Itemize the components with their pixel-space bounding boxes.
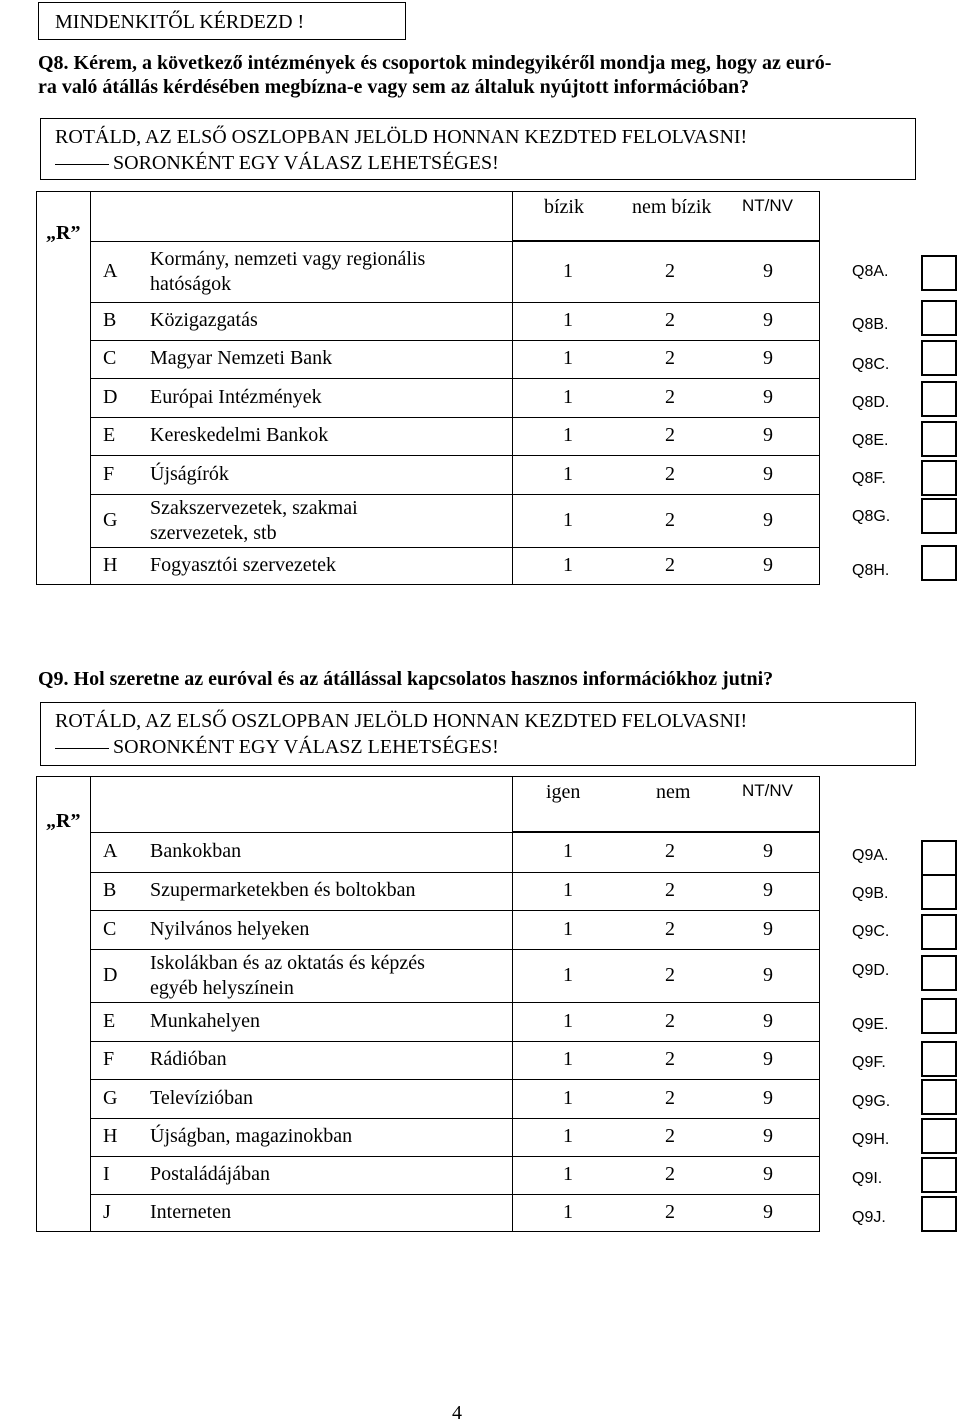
q9-table-row-letter: A <box>103 840 118 862</box>
q9-table-qcode: Q9A. <box>852 847 889 864</box>
q9-table-code-divider <box>512 776 513 1232</box>
q9-table-answer-code[interactable]: 2 <box>665 840 675 862</box>
q8-table-row-label: Újságírók <box>150 462 229 485</box>
q8-table-r-mark: „R” <box>46 222 81 244</box>
q9-table-answer-code[interactable]: 1 <box>563 1125 573 1147</box>
q9-table-answer-code[interactable]: 1 <box>563 1048 573 1070</box>
q8-table-answer-code[interactable]: 9 <box>763 508 773 531</box>
q8-table-answer-box[interactable] <box>921 421 957 457</box>
q9-title-line: Q9. Hol szeretne az euróval és az átállással kapcsolatos hasznos információkhoz jutni? <box>38 668 774 690</box>
q9-table-answer-code[interactable]: 1 <box>563 1086 573 1109</box>
q8-table-answer-code[interactable]: 2 <box>665 508 675 531</box>
q8-table-row-line <box>90 340 820 341</box>
q9-instruction-box <box>40 702 916 766</box>
q9-table-row-line <box>90 1079 820 1080</box>
q9-table-answer-box[interactable] <box>921 1118 957 1154</box>
q9-title <box>38 668 773 691</box>
q8-table-row-line <box>90 455 820 456</box>
q9-table-qcode: Q9E. <box>852 1016 889 1033</box>
q9-instruction-line1: ROTÁLD, AZ ELSŐ OSZLOPBAN JELÖLD HONNAN KEZDTED FELOLVASNI! <box>55 710 748 732</box>
q9-table-col-header-2: NT/NV <box>742 781 793 800</box>
q9-table-row-label: Munkahelyen <box>150 1009 260 1032</box>
q8-title-line1: Q8. Kérem, a következő intézmények és csoportok mindegyikéről mondja meg, hogy az euró- <box>38 52 832 74</box>
q8-table-answer-code[interactable]: 1 <box>563 424 573 446</box>
q8-table-row-label: Közigazgatás <box>150 309 258 331</box>
q9-table-qcode: Q9J. <box>852 1209 886 1226</box>
q8-table-answer-box[interactable] <box>921 381 957 417</box>
q8-table-answer-box[interactable] <box>921 498 957 534</box>
q8-table-row-label: Magyar Nemzeti Bank <box>150 347 333 369</box>
q9-table-answer-box[interactable] <box>921 998 957 1034</box>
q9-table-row-letter: D <box>103 963 118 986</box>
q9-table-answer-box[interactable] <box>921 1041 957 1077</box>
q9-table-col-header-1: nem <box>656 781 691 803</box>
q9-table-answer-code[interactable]: 1 <box>563 1201 573 1223</box>
q8-table-answer-box[interactable] <box>921 255 957 291</box>
q9-table-row-label: Újságban, magazinokban <box>150 1125 353 1147</box>
q9-table-qcode: Q9B. <box>852 885 889 902</box>
q8-table-row-letter: C <box>103 347 117 369</box>
q8-table-row-letter: A <box>103 259 118 282</box>
q8-table-row-letter: G <box>103 508 118 531</box>
q8-table-answer-code[interactable]: 2 <box>665 309 675 331</box>
q9-table-answer-code[interactable]: 2 <box>665 1125 675 1147</box>
dash-mark <box>55 164 109 165</box>
q9-table-row-line <box>90 910 820 911</box>
q9-table-row-label-cont: egyéb helyszínein <box>150 976 294 999</box>
q9-instruction-line2: SORONKÉNT EGY VÁLASZ LEHETSÉGES! <box>113 736 499 758</box>
q8-table-answer-code[interactable]: 9 <box>763 424 773 446</box>
q9-table-row-label: Televízióban <box>150 1086 253 1109</box>
q9-table-answer-box[interactable] <box>921 955 957 991</box>
q8-table-row-letter: D <box>103 385 118 408</box>
q8-table-row-letter: B <box>103 309 117 331</box>
q9-table-row-line <box>90 832 820 833</box>
q8-table-row-label: Szakszervezetek, szakmai <box>150 496 358 519</box>
q9-table-col-header-0: igen <box>546 781 581 803</box>
q8-title <box>38 52 831 99</box>
q8-table-answer-code[interactable]: 1 <box>563 259 573 282</box>
q8-table-answer-code[interactable]: 2 <box>665 385 675 408</box>
q9-table-row-letter: J <box>103 1201 111 1223</box>
q8-table-answer-code[interactable]: 2 <box>665 424 675 446</box>
q9-table-answer-box[interactable] <box>921 1196 957 1232</box>
q8-table-answer-code[interactable]: 9 <box>763 259 773 282</box>
q8-table-answer-code[interactable]: 2 <box>665 347 675 369</box>
q9-table-row-line <box>90 1194 820 1195</box>
q9-table-row-line <box>90 1156 820 1157</box>
q9-table-answer-code[interactable]: 9 <box>763 1086 773 1109</box>
q8-table-row-label: Kormány, nemzeti vagy regionális <box>150 247 426 270</box>
q8-instruction-line1: ROTÁLD, AZ ELSŐ OSZLOPBAN JELÖLD HONNAN KEZDTED FELOLVASNI! <box>55 126 748 148</box>
q8-table-answer-code[interactable]: 9 <box>763 309 773 331</box>
q8-table-row-label: Európai Intézmények <box>150 385 322 408</box>
q9-table-row-label: Bankokban <box>150 840 242 862</box>
q8-table-answer-box[interactable] <box>921 545 957 581</box>
q9-table-row-letter: C <box>103 917 117 940</box>
q8-table-qcode: Q8E. <box>852 432 889 449</box>
q9-table-row-label: Interneten <box>150 1201 232 1223</box>
q9-table-answer-code[interactable]: 1 <box>563 1163 573 1185</box>
q8-table-answer-code[interactable]: 2 <box>665 259 675 282</box>
q8-table-answer-code[interactable]: 9 <box>763 554 773 576</box>
q8-table-qcode: Q8G. <box>852 508 891 525</box>
q9-table-answer-code[interactable]: 1 <box>563 963 573 986</box>
q9-table-qcode: Q9C. <box>852 923 890 940</box>
q9-table-answer-box[interactable] <box>921 914 957 950</box>
q8-table-qcode: Q8F. <box>852 470 886 487</box>
q9-table-qcode: Q9H. <box>852 1131 890 1148</box>
q9-table-answer-box[interactable] <box>921 840 957 876</box>
q9-table-answer-code[interactable]: 2 <box>665 1009 675 1032</box>
dash-mark <box>55 748 109 749</box>
q9-table-row-letter: B <box>103 879 117 901</box>
q9-table-answer-code[interactable]: 9 <box>763 1201 773 1223</box>
q9-table-qcode: Q9I. <box>852 1170 883 1187</box>
q9-table-qcode: Q9G. <box>852 1093 891 1110</box>
q8-table-code-divider <box>512 191 513 585</box>
q8-table-row-label: Fogyasztói szervezetek <box>150 554 337 576</box>
q9-table-answer-code[interactable]: 2 <box>665 1163 675 1185</box>
q9-table-answer-code[interactable]: 2 <box>665 1086 675 1109</box>
q8-table-answer-box[interactable] <box>921 460 957 496</box>
q9-table-row-label: Szupermarketekben és boltokban <box>150 879 416 901</box>
q8-table-qcode: Q8A. <box>852 263 889 280</box>
q8-table-row-label: Kereskedelmi Bankok <box>150 424 329 446</box>
q9-table-answer-code[interactable]: 1 <box>563 840 573 862</box>
q9-table-answer-code[interactable]: 2 <box>665 963 675 986</box>
q8-title-line2: ra való átállás kérdésében megbízna-e vagy sem az általuk nyújtott információban? <box>38 76 750 98</box>
q9-table-left-divider <box>90 776 91 1232</box>
q8-table-row-letter: E <box>103 424 116 446</box>
q8-table-qcode: Q8H. <box>852 562 890 579</box>
q9-table-qcode: Q9D. <box>852 962 890 979</box>
q9-table-answer-code[interactable]: 1 <box>563 917 573 940</box>
q8-table-col-header-2: NT/NV <box>742 196 793 215</box>
q8-table-row-label-cont: hatóságok <box>150 272 232 295</box>
q8-table-answer-code[interactable]: 9 <box>763 347 773 369</box>
q9-table-row-letter: E <box>103 1009 116 1032</box>
q9-table-answer-box[interactable] <box>921 1079 957 1115</box>
q9-table-row-label: Iskolákban és az oktatás és képzés <box>150 951 425 974</box>
q8-table-qcode: Q8D. <box>852 394 890 411</box>
q9-table-row-label: Nyilvános helyeken <box>150 917 310 940</box>
q9-table-answer-code[interactable]: 9 <box>763 1163 773 1185</box>
q9-table-answer-box[interactable] <box>921 874 957 910</box>
q9-table-answer-code[interactable]: 9 <box>763 1009 773 1032</box>
q8-table-answer-code[interactable]: 1 <box>563 347 573 369</box>
q9-table-answer-code[interactable]: 2 <box>665 879 675 901</box>
q9-table-answer-code[interactable]: 2 <box>665 1201 675 1223</box>
q9-table-answer-code[interactable]: 9 <box>763 963 773 986</box>
q9-table-answer-code[interactable]: 1 <box>563 1009 573 1032</box>
q8-table-qcode: Q8B. <box>852 316 889 333</box>
q8-table-answer-code[interactable]: 2 <box>665 462 675 485</box>
q8-table-answer-code[interactable]: 1 <box>563 462 573 485</box>
q8-table-answer-code[interactable]: 9 <box>763 462 773 485</box>
q9-table-row-letter: I <box>103 1163 110 1185</box>
q8-table-row-line <box>90 547 820 548</box>
q8-table-answer-code[interactable]: 1 <box>563 508 573 531</box>
q8-table-answer-code[interactable]: 1 <box>563 309 573 331</box>
q8-table-row-line <box>90 241 820 242</box>
q8-table-row-letter: H <box>103 554 118 576</box>
q8-table-col-header-1: nem bízik <box>632 196 712 218</box>
q9-table-row-line <box>90 872 820 873</box>
q8-table-row-label-cont: szervezetek, stb <box>150 521 277 544</box>
section-header-label: MINDENKITŐL KÉRDEZD ! <box>55 11 305 33</box>
q8-table-row-line <box>90 378 820 379</box>
q8-table-answer-code[interactable]: 1 <box>563 385 573 408</box>
q9-table-row-label: Postaládájában <box>150 1163 270 1185</box>
q8-table-row-line <box>90 302 820 303</box>
q9-table-answer-code[interactable]: 9 <box>763 840 773 862</box>
q8-table-answer-code[interactable]: 1 <box>563 554 573 576</box>
q9-table-answer-box[interactable] <box>921 1157 957 1193</box>
q8-table-answer-box[interactable] <box>921 300 957 336</box>
q8-table-row-letter: F <box>103 462 115 485</box>
q8-table-left-divider <box>90 191 91 585</box>
q9-table-row-label: Rádióban <box>150 1048 227 1070</box>
section-header <box>38 2 406 40</box>
q9-table-answer-code[interactable]: 9 <box>763 1125 773 1147</box>
q9-table-answer-code[interactable]: 2 <box>665 917 675 940</box>
q9-table-row-letter: G <box>103 1086 118 1109</box>
q8-table-qcode: Q8C. <box>852 356 890 373</box>
q9-table-row-line <box>90 1002 820 1003</box>
q9-table-row-letter: F <box>103 1048 115 1070</box>
q9-table-answer-code[interactable]: 9 <box>763 879 773 901</box>
q9-table-row-line <box>90 1118 820 1119</box>
q9-table-row-letter: H <box>103 1125 118 1147</box>
q8-table-answer-code[interactable]: 9 <box>763 385 773 408</box>
q9-table-answer-code[interactable]: 2 <box>665 1048 675 1070</box>
q9-table-row-line <box>90 1041 820 1042</box>
q8-table-answer-code[interactable]: 2 <box>665 554 675 576</box>
q9-table-r-mark: „R” <box>46 810 81 832</box>
q9-table-answer-code[interactable]: 1 <box>563 879 573 901</box>
q8-table-answer-box[interactable] <box>921 340 957 376</box>
q9-table-answer-code[interactable]: 9 <box>763 917 773 940</box>
q8-instruction-line2: SORONKÉNT EGY VÁLASZ LEHETSÉGES! <box>113 152 499 174</box>
q8-instruction-box <box>40 118 916 180</box>
page-number: 4 <box>452 1402 462 1424</box>
q8-table-row-line <box>90 417 820 418</box>
q9-table-answer-code[interactable]: 9 <box>763 1048 773 1070</box>
q9-table-qcode: Q9F. <box>852 1054 886 1071</box>
q8-table-col-header-0: bízik <box>544 196 584 218</box>
